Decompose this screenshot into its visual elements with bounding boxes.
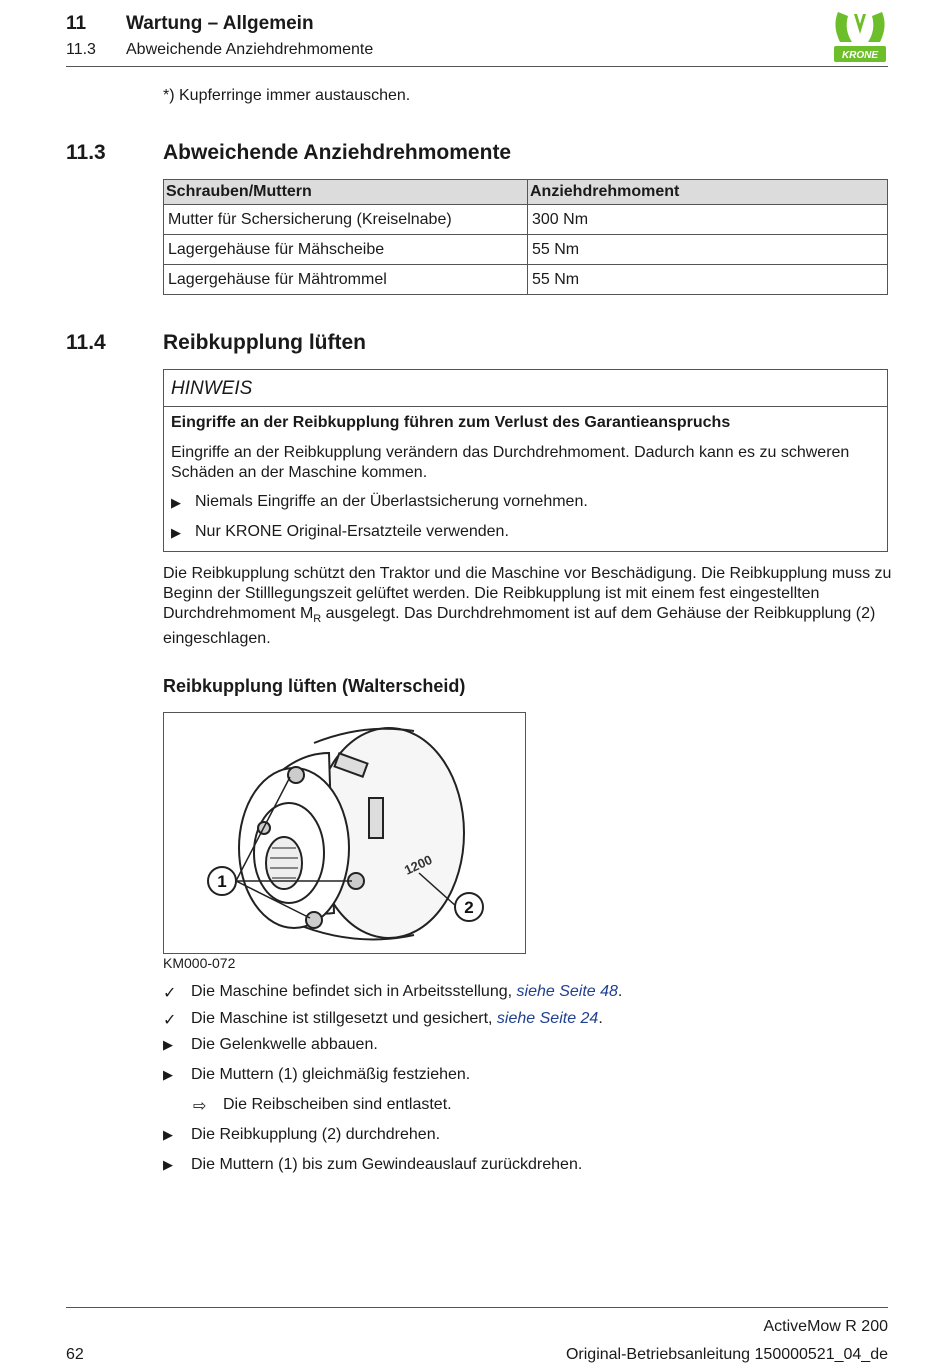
triangle-bullet-icon: ▶ <box>163 1157 173 1172</box>
clutch-illustration <box>163 712 526 954</box>
triangle-bullet-icon: ▶ <box>163 1037 173 1052</box>
result-item <box>193 1096 452 1116</box>
table-cell: Mutter für Schersicherung (Kreiselnabe) <box>164 205 528 235</box>
triangle-bullet-icon: ▶ <box>163 1067 173 1082</box>
paragraph-text: Die Reibkupplung schützt den Traktor und die Maschine vor Beschädigung. Die Reibkupplung muss zu Beginn der Stilllegungszeit gelüftet werden. Die Reibkupplung ist mit einem fest eingestellten Durchdrehmoment M <box>163 565 892 622</box>
section-11-4-number: 11.4 <box>66 331 106 354</box>
table-cell: Lagergehäuse für Mähscheibe <box>164 235 528 265</box>
notice-headline: Eingriffe an der Reibkupplung führen zum Verlust des Garantieanspruchs <box>171 414 731 431</box>
triangle-bullet-icon: ▶ <box>171 495 181 510</box>
checkmark-icon: ✓ <box>163 1012 177 1029</box>
section-11-4-title: Reibkupplung lüften <box>163 331 366 354</box>
step-text: Die Gelenkwelle abbauen. <box>191 1036 378 1053</box>
step-item <box>163 1156 582 1174</box>
precondition-item <box>163 1010 603 1030</box>
page-link[interactable]: siehe Seite 48 <box>516 983 618 1000</box>
notice-label: HINWEIS <box>164 370 887 407</box>
step-text: Die Muttern (1) gleichmäßig festziehen. <box>191 1066 471 1083</box>
footer-divider <box>66 1307 888 1308</box>
notice-item: Niemals Eingriffe an der Überlastsicherung vornehmen. <box>195 493 588 510</box>
table-cell: Lagergehäuse für Mähtrommel <box>164 265 528 295</box>
torque-stamp: 1200 <box>401 851 435 878</box>
notice-box <box>163 369 888 552</box>
header-divider <box>66 66 888 67</box>
list-item <box>171 492 880 513</box>
section-11-3-number: 11.3 <box>66 141 106 164</box>
paragraph-text: ausgelegt. Das Durchdrehmoment ist auf dem Gehäuse der Reibkupplung (2) eingeschlagen. <box>163 605 876 648</box>
paragraph-subscript: R <box>313 613 322 626</box>
chapter-number: 11 <box>66 13 87 34</box>
footer-document: Original-Betriebsanleitung 150000521_04_de <box>565 1346 888 1363</box>
footnote: *) Kupferringe immer austauschen. <box>163 87 411 104</box>
section-11-3-title: Abweichende Anziehdrehmomente <box>163 141 512 164</box>
table-row <box>164 235 888 265</box>
krone-logo-icon <box>830 8 890 66</box>
logo-text: KRONE <box>841 50 879 61</box>
footer-product: ActiveMow R 200 <box>763 1318 888 1335</box>
torque-table <box>163 179 888 295</box>
body-paragraph <box>163 564 893 649</box>
callout-2-label: 2 <box>464 898 474 917</box>
callout-1-label: 1 <box>217 872 227 891</box>
step-item <box>163 1036 378 1054</box>
list-item <box>171 522 880 543</box>
precondition-text: Die Maschine ist stillgesetzt und gesichert, <box>191 1010 497 1027</box>
header-section-number: 11.3 <box>66 41 96 58</box>
header-section-title: Abweichende Anziehdrehmomente <box>126 41 374 58</box>
subheading: Reibkupplung lüften (Walterscheid) <box>163 676 466 696</box>
notice-text: Eingriffe an der Reibkupplung verändern das Durchdrehmoment. Dadurch kann es zu schweren Schäden an der Maschine kommen. <box>171 444 850 481</box>
chapter-title: Wartung – Allgemein <box>126 13 314 34</box>
table-header-cell: Schrauben/Muttern <box>164 180 528 205</box>
table-cell: 55 Nm <box>528 235 888 265</box>
triangle-bullet-icon: ▶ <box>163 1127 173 1142</box>
result-text: Die Reibscheiben sind entlastet. <box>223 1096 452 1113</box>
table-cell: 55 Nm <box>528 265 888 295</box>
precondition-text: Die Maschine befindet sich in Arbeitsstellung, <box>191 983 517 1000</box>
friction-clutch-drawing-icon <box>164 713 525 953</box>
triangle-bullet-icon: ▶ <box>171 525 181 540</box>
step-text: Die Muttern (1) bis zum Gewindeauslauf zurückdrehen. <box>191 1156 583 1173</box>
precondition-end: . <box>617 983 623 1000</box>
table-row <box>164 265 888 295</box>
page-link[interactable]: siehe Seite 24 <box>496 1010 599 1027</box>
step-text: Die Reibkupplung (2) durchdrehen. <box>191 1126 441 1143</box>
table-row <box>164 205 888 235</box>
step-item <box>163 1066 470 1084</box>
notice-item: Nur KRONE Original-Ersatzteile verwenden. <box>195 523 509 540</box>
precondition-item <box>163 983 622 1003</box>
figure-id: KM000-072 <box>163 955 236 971</box>
precondition-end: . <box>598 1010 603 1027</box>
table-cell: 300 Nm <box>528 205 888 235</box>
result-arrow-icon: ⇨ <box>193 1098 207 1115</box>
checkmark-icon: ✓ <box>163 985 177 1002</box>
page-number: 62 <box>66 1346 84 1363</box>
step-item <box>163 1126 440 1144</box>
krone-logo <box>830 8 890 66</box>
table-header-cell: Anziehdrehmoment <box>528 180 888 205</box>
table-header-row <box>164 180 888 205</box>
